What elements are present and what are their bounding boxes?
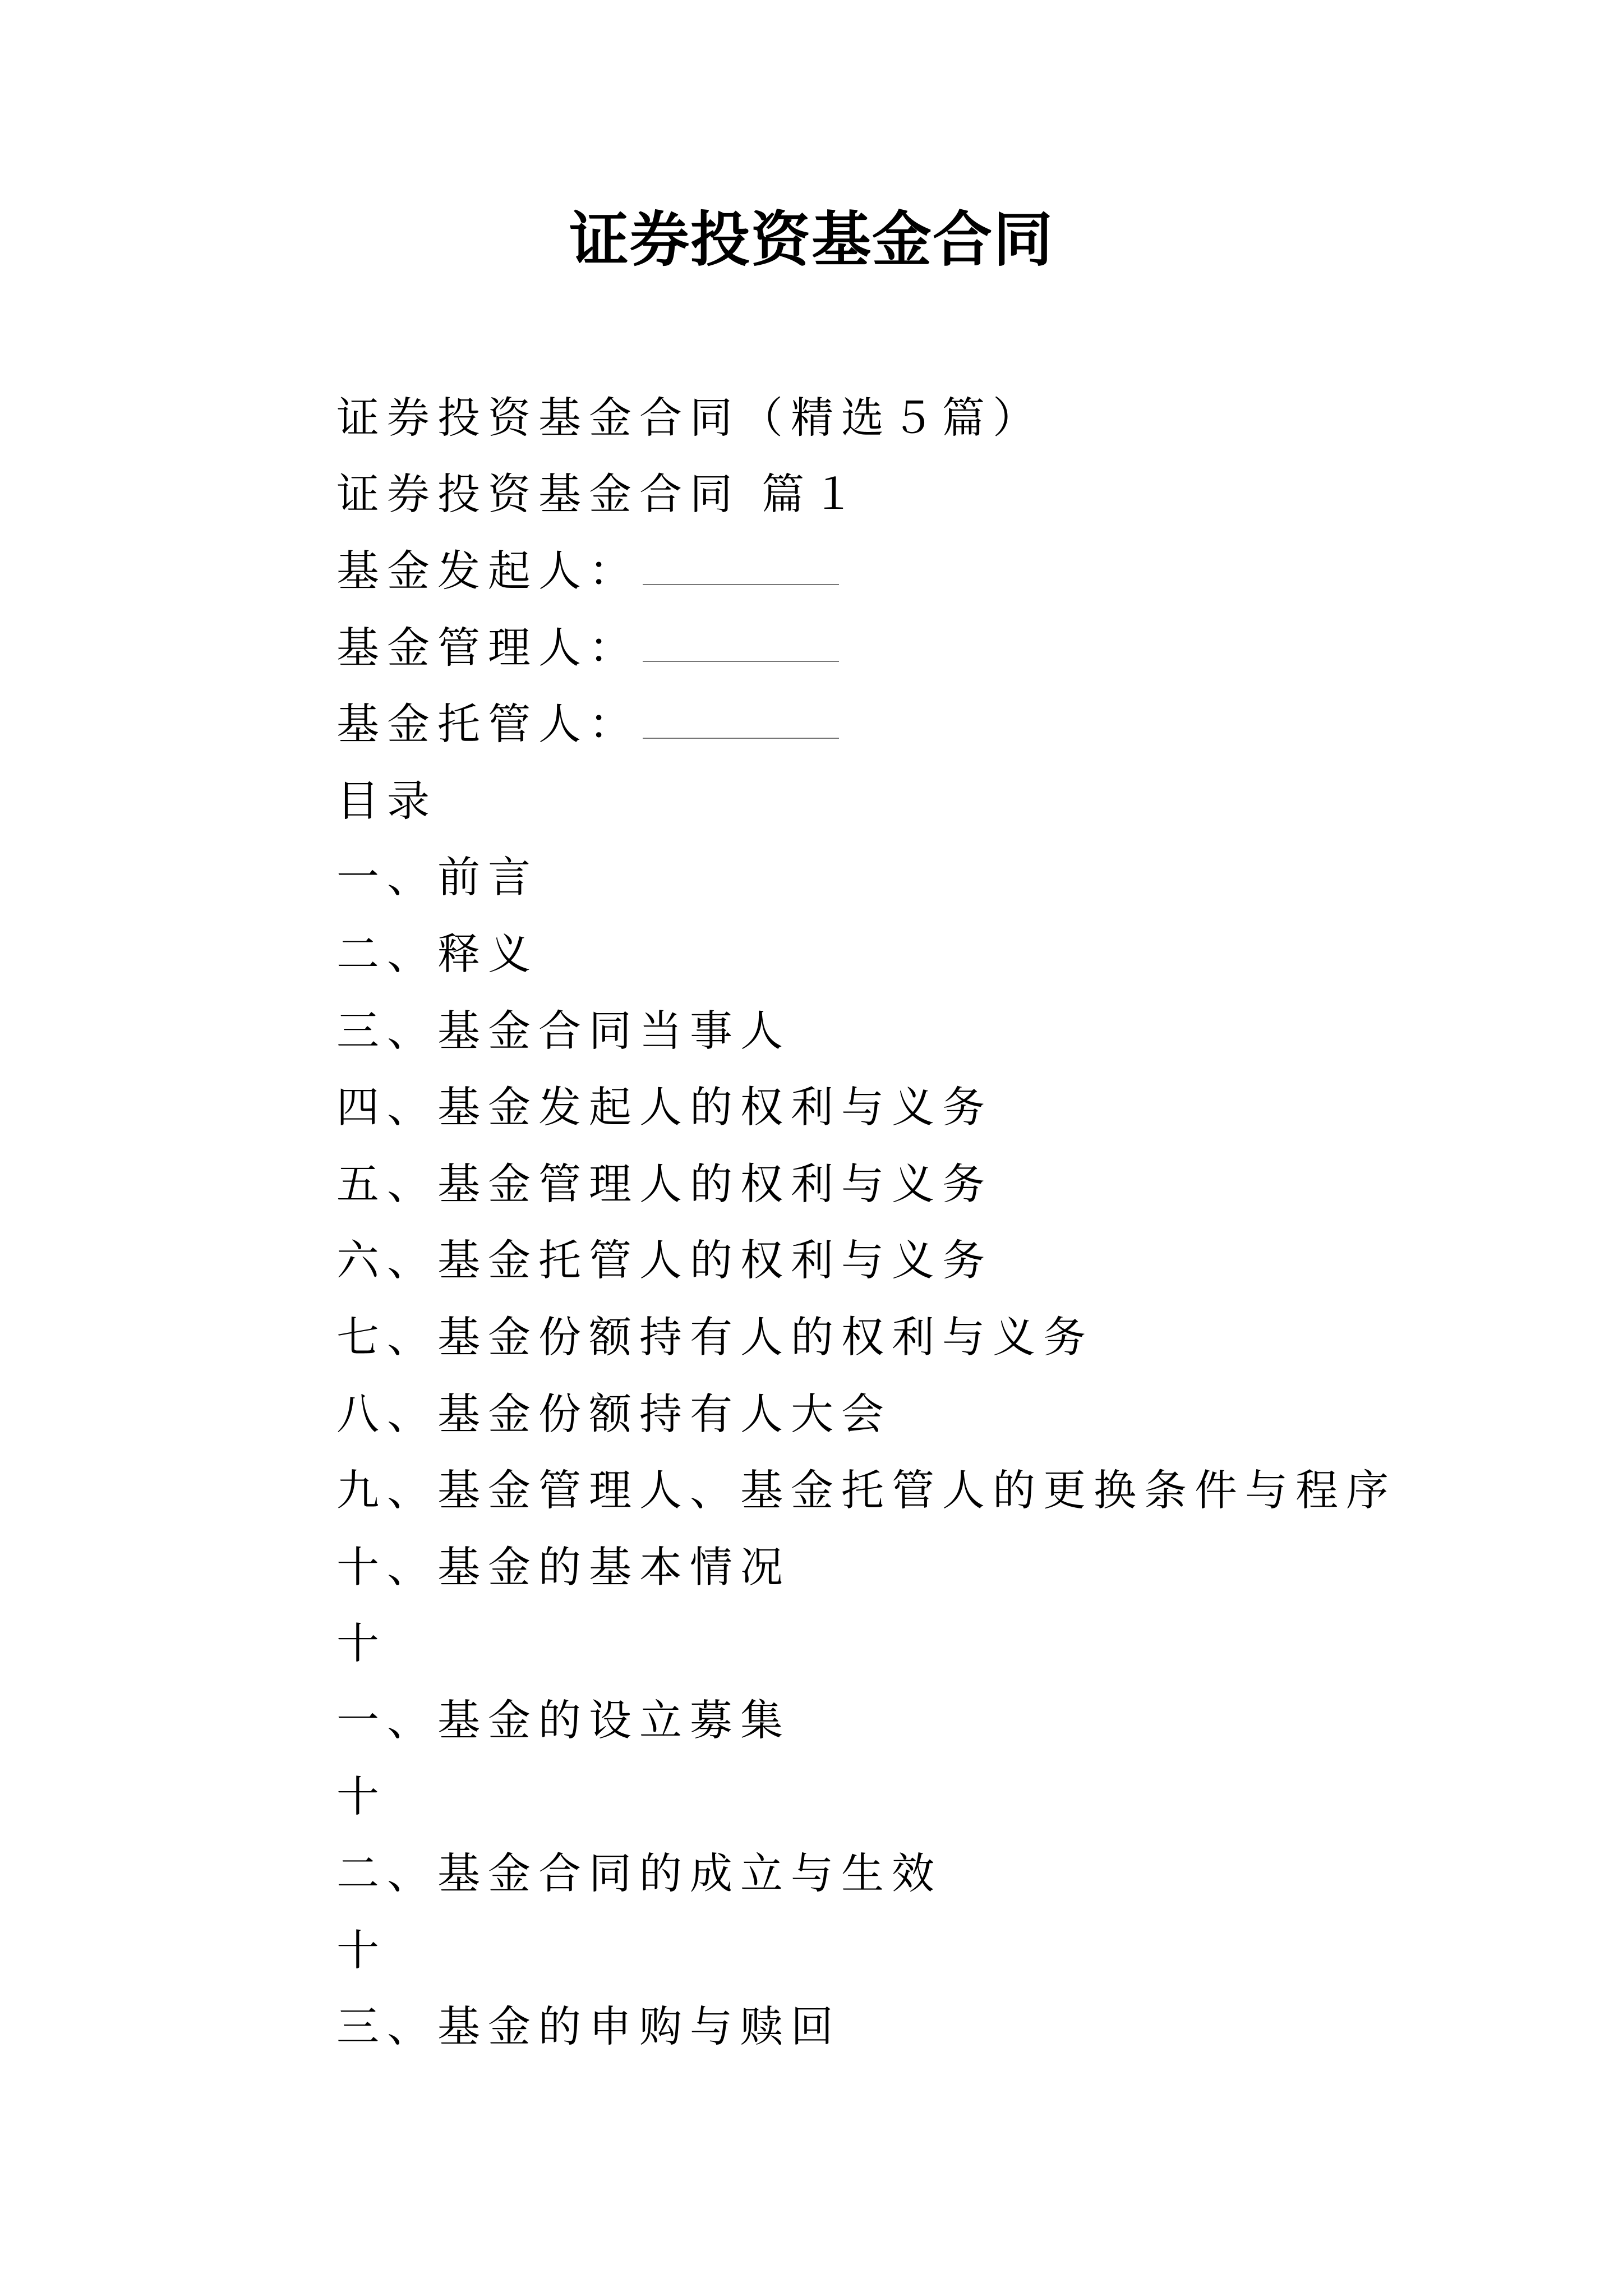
document-title: 证券投资基金合同 [569, 204, 1054, 274]
toc-item: 八、基金份额持有人大会 [336, 1388, 892, 1439]
toc-item: 三、基金的申购与赎回 [336, 2001, 841, 2052]
fill-in-blank [643, 559, 839, 585]
toc-item: 二、基金合同的成立与生效 [336, 1848, 942, 1899]
subtitle-line: 证券投资基金合同（精选５篇） [336, 392, 1043, 443]
party-label: 基金管理人： [336, 622, 639, 673]
fill-in-blank [643, 636, 839, 662]
document-body [336, 376, 1514, 2062]
party-label: 基金发起人： [336, 545, 639, 596]
toc-item: 四、基金发起人的权利与义务 [336, 1082, 993, 1133]
toc-item: 一、前言 [336, 852, 538, 903]
toc-item: 五、基金管理人的权利与义务 [336, 1158, 993, 1209]
toc-item: 三、基金合同当事人 [336, 1005, 791, 1056]
article-heading: 证券投资基金合同 篇１ [336, 469, 863, 519]
party-line-custodian [336, 682, 1514, 759]
party-line-manager [336, 606, 1514, 683]
toc-item: 十 [336, 1618, 387, 1669]
party-label: 基金托管人： [336, 699, 639, 749]
toc-item: 二、释义 [336, 928, 538, 979]
fill-in-blank [643, 713, 839, 739]
toc-heading: 目录 [336, 775, 437, 826]
toc-item: 七、基金份额持有人的权利与义务 [336, 1312, 1094, 1362]
toc-item: 六、基金托管人的权利与义务 [336, 1235, 993, 1286]
party-line-sponsor [336, 529, 1514, 606]
toc-item: 十、基金的基本情况 [336, 1542, 791, 1592]
toc-item: 十 [336, 1772, 387, 1822]
toc-item: 十 [336, 1925, 387, 1975]
toc-item: 九、基金管理人、基金托管人的更换条件与程序 [336, 1465, 1396, 1516]
toc-item: 一、基金的设立募集 [336, 1695, 791, 1745]
